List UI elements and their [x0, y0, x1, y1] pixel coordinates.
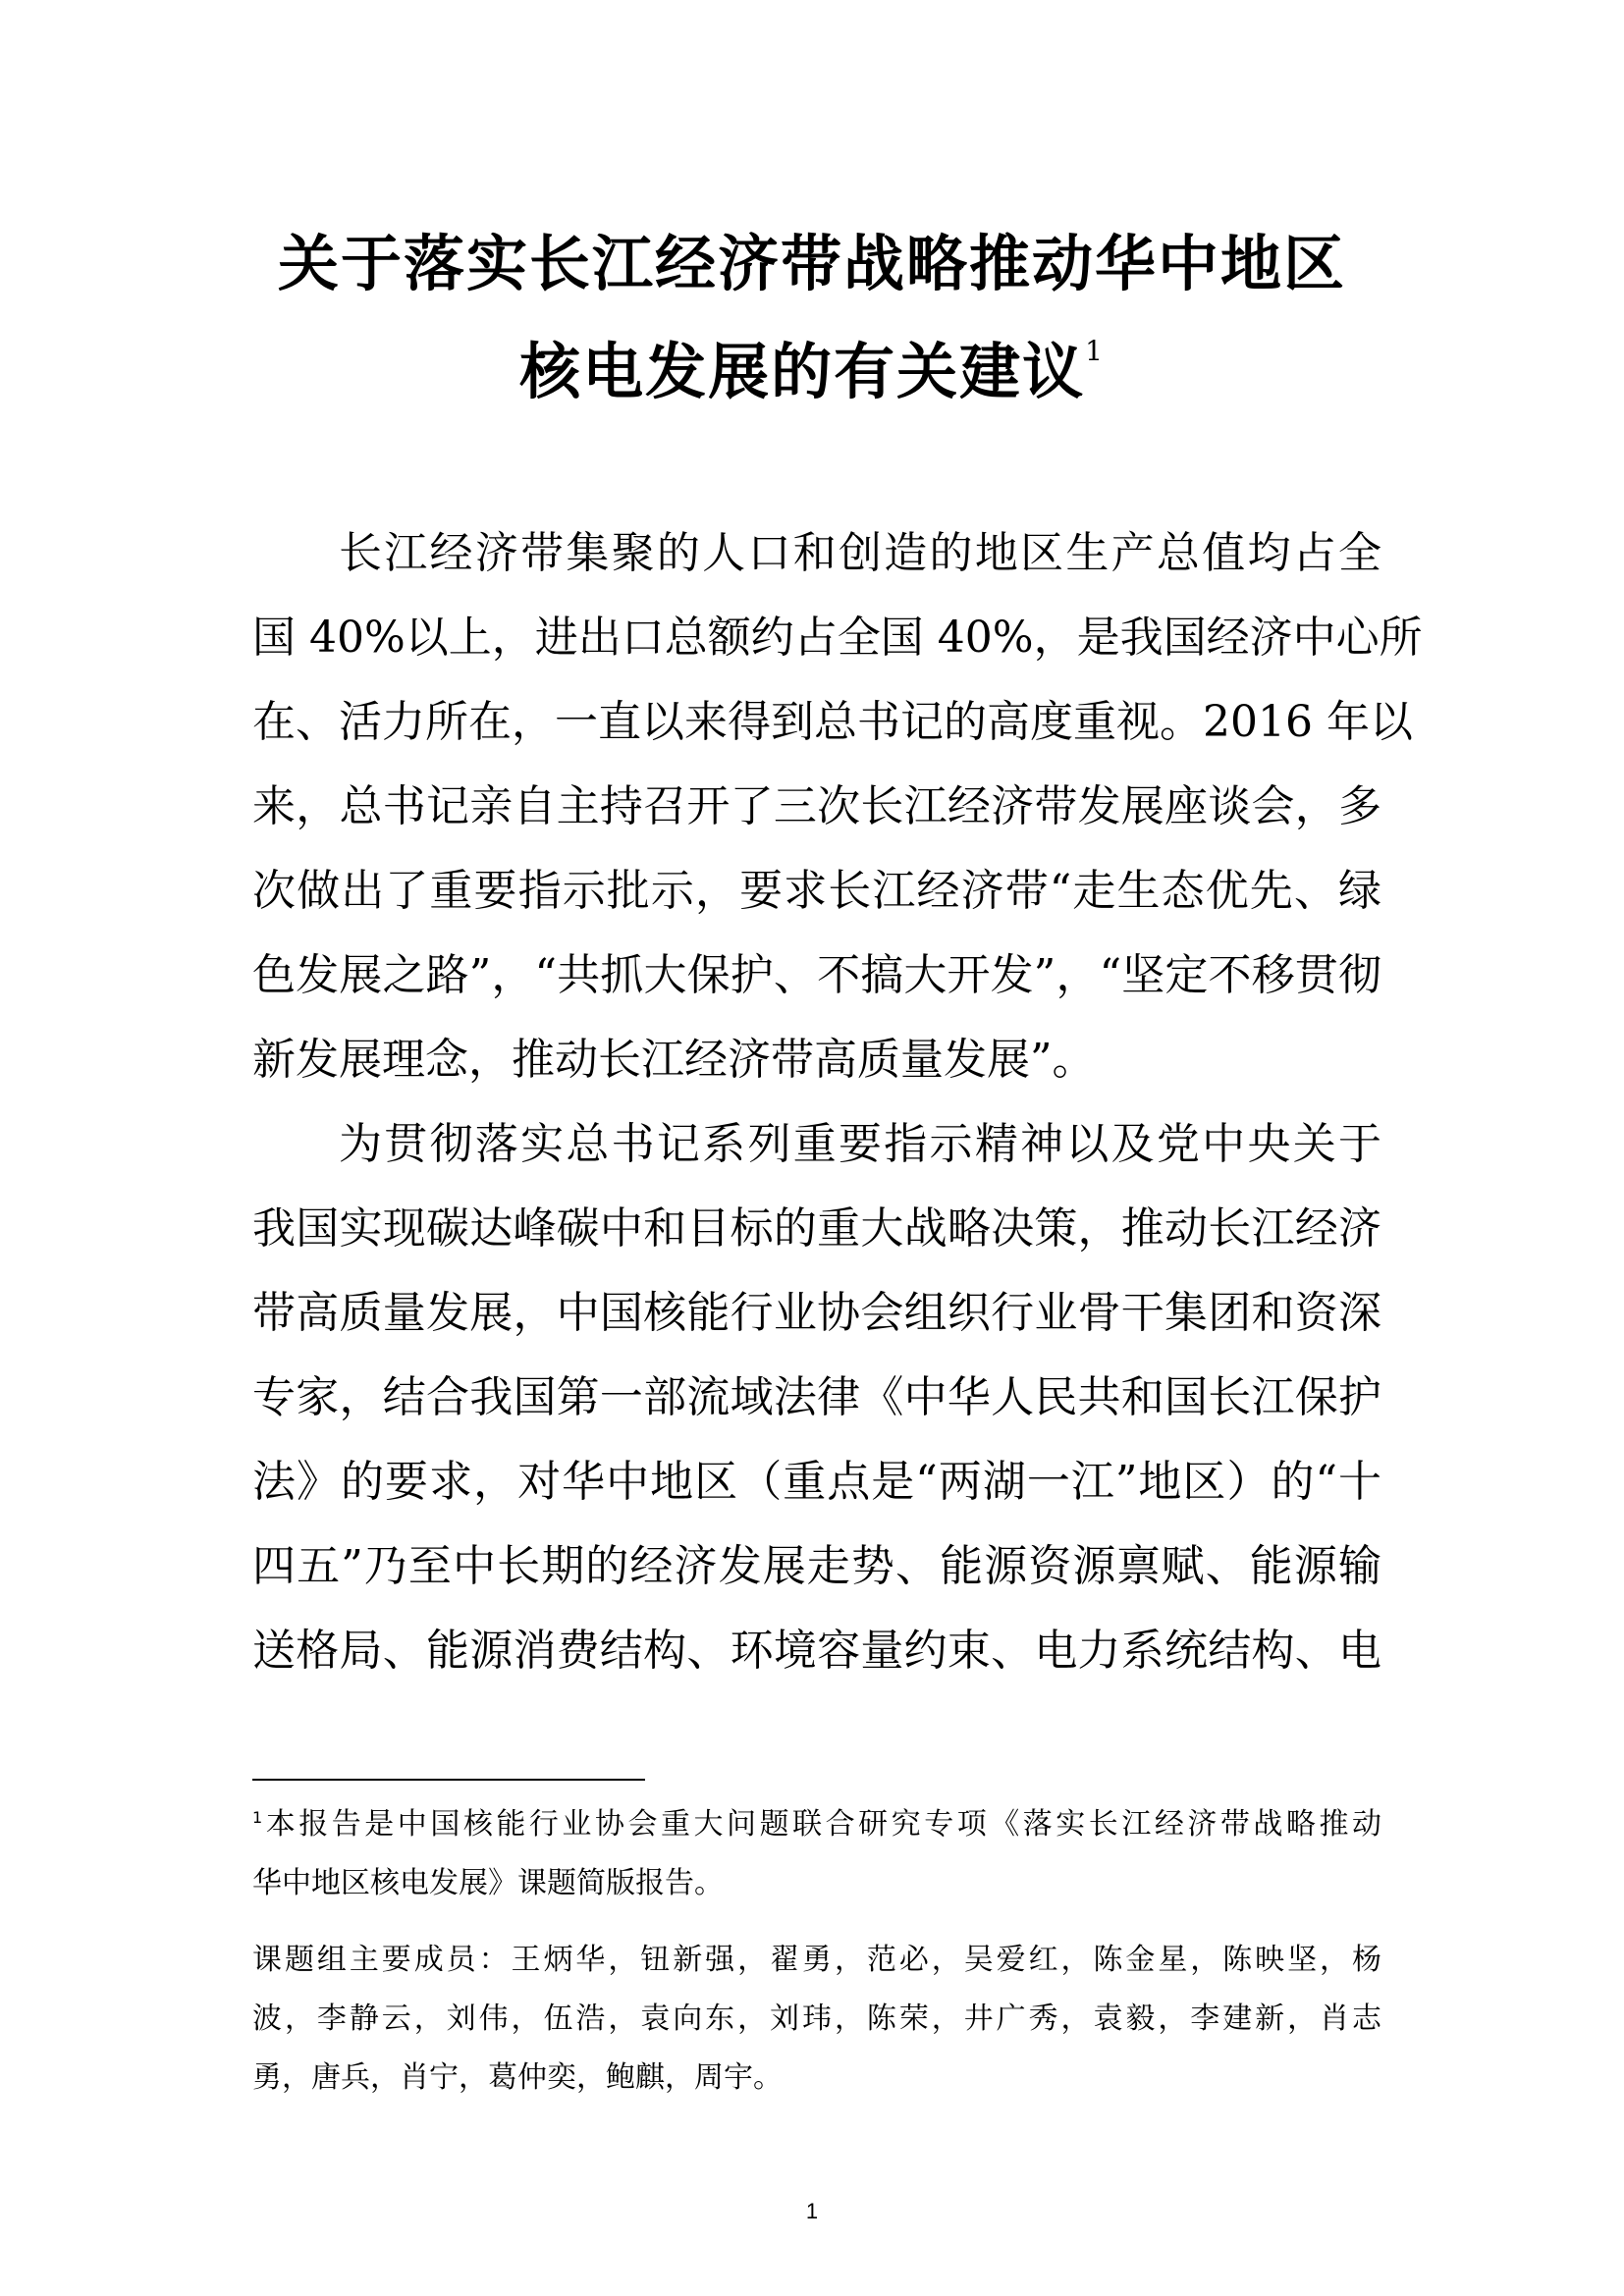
title-line-2	[0, 335, 1624, 407]
paragraph1-line: 新发展理念，推动长江经济带高质量发展”。	[252, 1035, 1096, 1085]
paragraph1-line: 长江经济带集聚的人口和创造的地区生产总值均占全	[339, 528, 1381, 578]
paragraph1-line: 色发展之路”，“共抓大保护、不搞大开发”，“坚定不移贯彻	[252, 950, 1381, 1000]
title-line-2-text: 核电发展的有关建议	[519, 336, 1086, 407]
paragraph2-line: 带高质量发展，中国核能行业协会组织行业骨干集团和资深	[252, 1288, 1381, 1338]
paragraph2-line: 送格局、能源消费结构、环境容量约束、电力系统结构、电	[252, 1626, 1381, 1676]
footnote-line: 课题组主要成员：王炳华，钮新强，翟勇，范必，吴爱红，陈金星，陈映坚，杨	[252, 1943, 1381, 1977]
paragraph1-line: 次做出了重要指示批示，要求长江经济带“走生态优先、绿	[252, 866, 1381, 916]
paragraph2-line: 四五”乃至中长期的经济发展走势、能源资源禀赋、能源输	[252, 1541, 1381, 1591]
footnote-line	[252, 1807, 1381, 1842]
paragraph1-line: 来，总书记亲自主持召开了三次长江经济带发展座谈会，多	[252, 781, 1381, 831]
page-number: 1	[805, 2199, 819, 2223]
paragraph2-line: 法》的要求，对华中地区（重点是“两湖一江”地区）的“十	[252, 1457, 1381, 1507]
title-footnote-mark[interactable]: 1	[1085, 335, 1105, 367]
paragraph2-line: 为贯彻落实总书记系列重要指示精神以及党中央关于	[339, 1119, 1381, 1169]
paragraph2-line: 我国实现碳达峰碳中和目标的重大战略决策，推动长江经济	[252, 1203, 1381, 1254]
paragraph1-line: 国 40%以上，进出口总额约占全国 40%，是我国经济中心所	[252, 613, 1423, 663]
footnote-text: 本报告是中国核能行业协会重大问题联合研究专项《落实长江经济带战略推动	[262, 1807, 1381, 1842]
footnote-separator	[252, 1779, 645, 1781]
paragraph1-line: 在、活力所在，一直以来得到总书记的高度重视。2016 年以	[252, 697, 1413, 747]
footnote-line: 勇，唐兵，肖宁，葛仲奕，鲍麒，周宇。	[252, 2060, 783, 2095]
title-line-1: 关于落实长江经济带战略推动华中地区	[277, 228, 1346, 299]
footnote-line: 波，李静云，刘伟，伍浩，袁向东，刘玮，陈荣，井广秀，袁毅，李建新，肖志	[252, 2002, 1381, 2036]
footnote-mark: 1	[252, 1808, 263, 1827]
footnote-line: 华中地区核电发展》课题简版报告。	[252, 1866, 724, 1900]
paragraph2-line: 专家，结合我国第一部流域法律《中华人民共和国长江保护	[252, 1372, 1381, 1422]
